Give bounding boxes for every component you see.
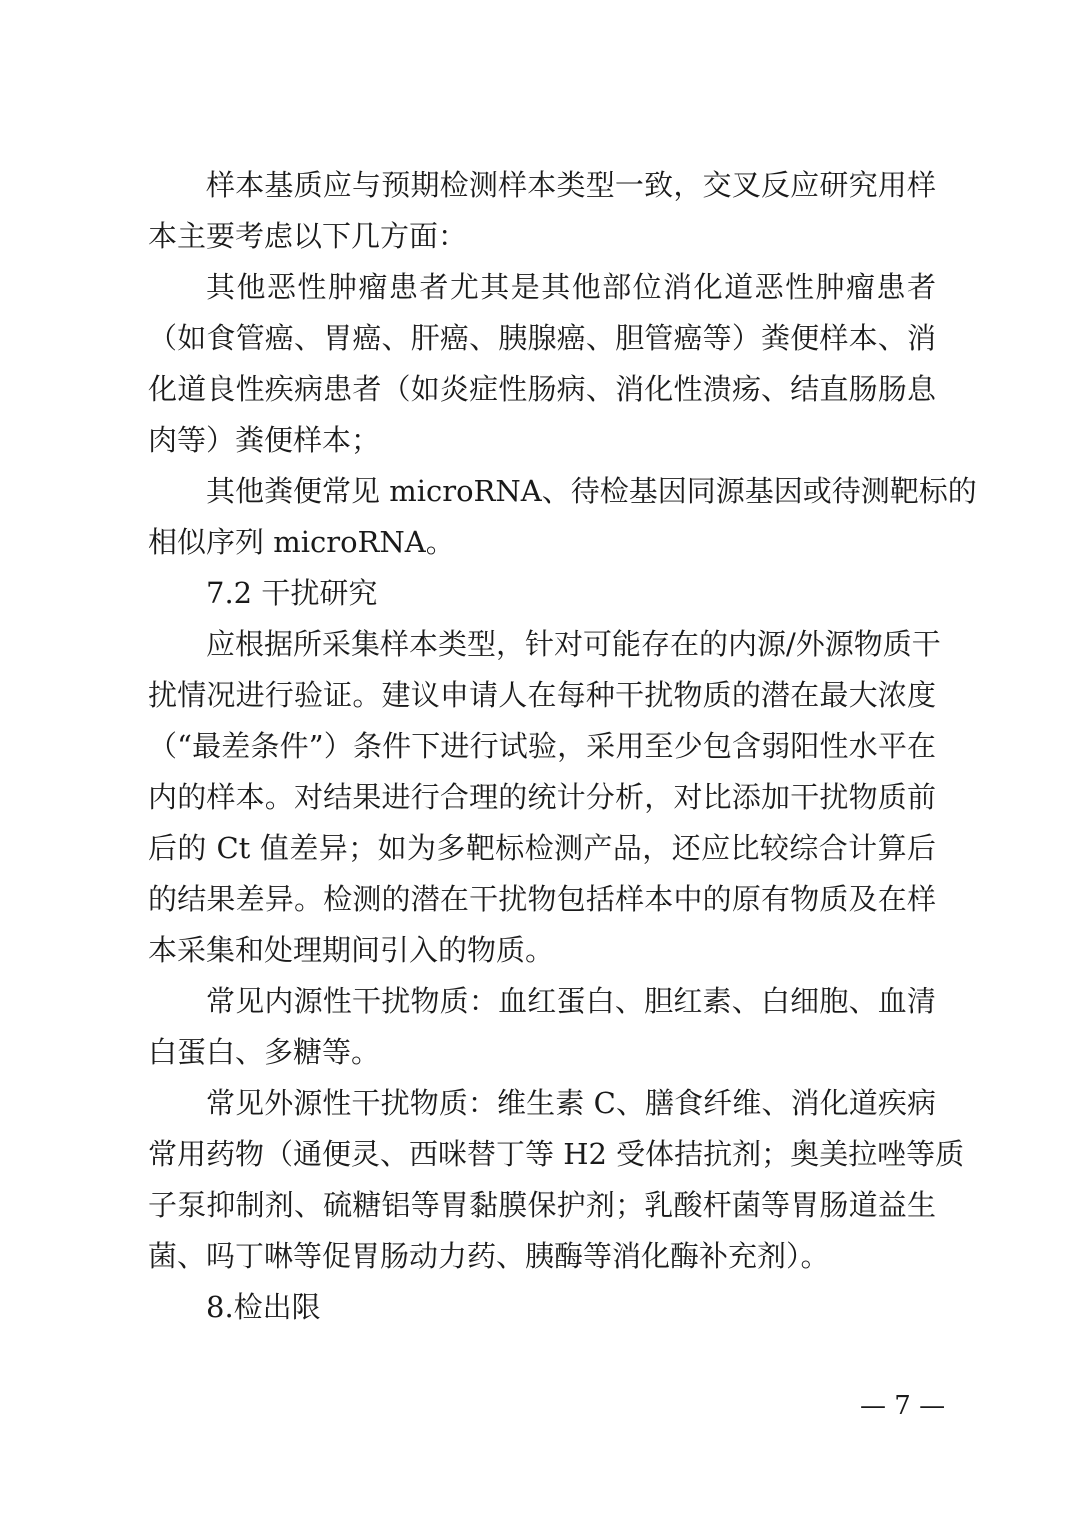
text-line: 其他粪便常见 microRNA、待检基因同源基因或待测靶标的 — [206, 474, 977, 508]
text-line: 常见外源性干扰物质：维生素 C、膳食纤维、消化道疾病 — [206, 1086, 936, 1120]
text-line: 样本基质应与预期检测样本类型一致，交叉反应研究用样 — [206, 168, 936, 202]
text-line: 肉等）粪便样本； — [148, 423, 381, 457]
text-line: 本主要考虑以下几方面： — [148, 219, 468, 253]
text-line: 白蛋白、多糖等。 — [148, 1035, 381, 1069]
section-heading: 7.2 干扰研究 — [206, 576, 378, 610]
text-line: 后的 Ct 值差异；如为多靶标检测产品，还应比较综合计算后 — [148, 831, 936, 865]
text-line: 应根据所采集样本类型，针对可能存在的内源/外源物质干 — [206, 627, 941, 661]
text-line: 相似序列 microRNA。 — [148, 525, 455, 559]
text-line: 常见内源性干扰物质：血红蛋白、胆红素、白细胞、血清 — [206, 984, 936, 1018]
text-line: 化道良性疾病患者（如炎症性肠病、消化性溃疡、结直肠肠息 — [148, 372, 936, 406]
text-line: 菌、吗丁啉等促胃肠动力药、胰酶等消化酶补充剂）。 — [148, 1239, 830, 1273]
page-number: — 7 — — [860, 1391, 946, 1421]
text-line: 本采集和处理期间引入的物质。 — [148, 933, 555, 967]
text-line: （“最差条件”）条件下进行试验，采用至少包含弱阳性水平在 — [148, 729, 936, 763]
text-line: 常用药物（通便灵、西咪替丁等 H2 受体拮抗剂；奥美拉唑等质 — [148, 1137, 965, 1171]
text-line: （如食管癌、胃癌、肝癌、胰腺癌、胆管癌等）粪便样本、消 — [148, 321, 936, 355]
text-line: 的结果差异。检测的潜在干扰物包括样本中的原有物质及在样 — [148, 882, 936, 916]
section-heading: 8.检出限 — [206, 1290, 321, 1324]
text-line: 子泵抑制剂、硫糖铝等胃黏膜保护剂；乳酸杆菌等胃肠道益生 — [148, 1188, 936, 1222]
text-line: 其他恶性肿瘤患者尤其是其他部位消化道恶性肿瘤患者 — [206, 270, 936, 304]
text-line: 扰情况进行验证。建议申请人在每种干扰物质的潜在最大浓度 — [148, 678, 936, 712]
text-line: 内的样本。对结果进行合理的统计分析，对比添加干扰物质前 — [148, 780, 936, 814]
